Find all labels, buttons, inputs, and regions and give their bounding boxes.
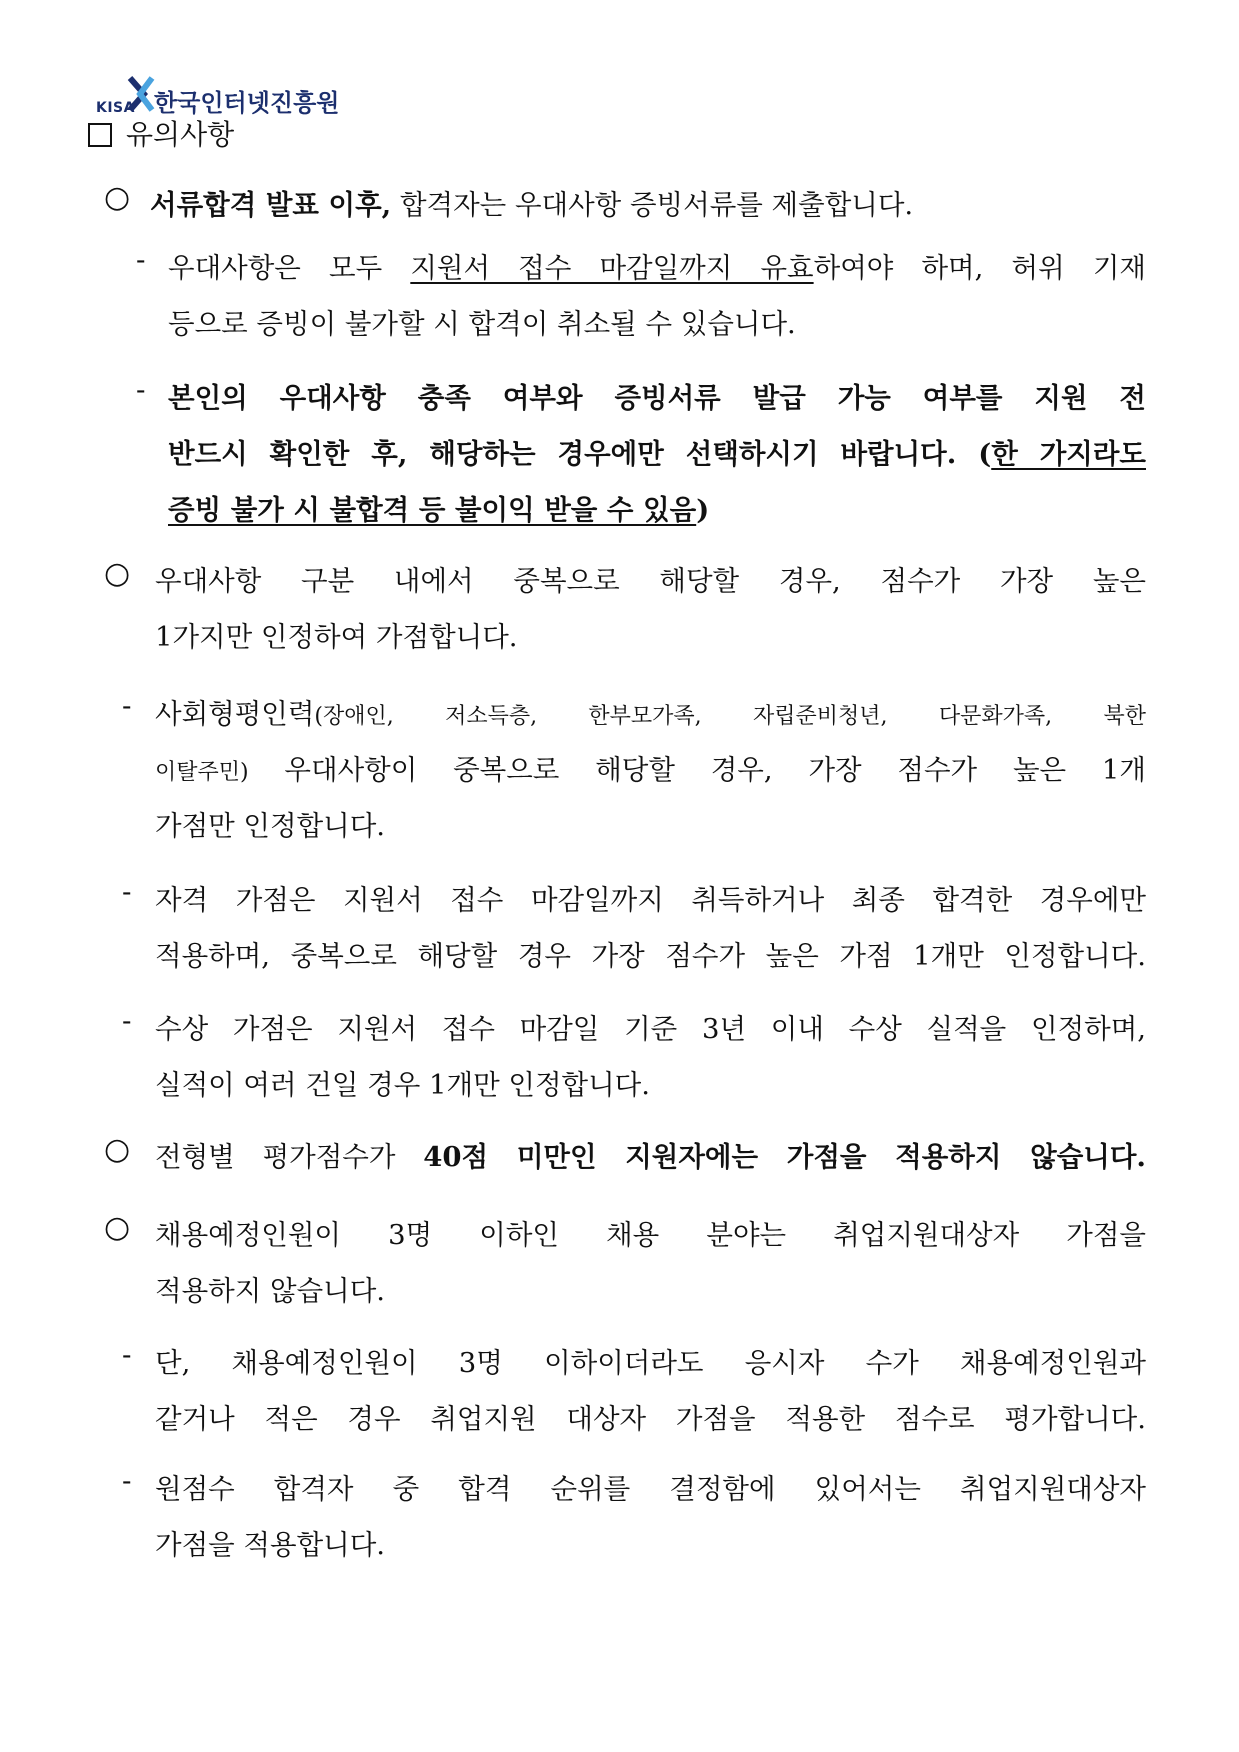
- s2-d2-line1: [155, 872, 1146, 928]
- s4-line2: 적용하지 않습니다.: [155, 1275, 386, 1307]
- s4-d1-line1: [155, 1335, 1146, 1391]
- s2-d1-small-a: (장애인, 저소득층, 한부모가족, 자립준비청년, 다문화가족, 북한: [314, 704, 1146, 729]
- s1-d2-line3: [168, 482, 709, 538]
- s4-text-1: 채용예정인원이 3명 이하인 채용 분야는 취업지원대상자 가점을: [155, 1219, 1146, 1251]
- s1-rest: 합격자는 우대사항 증빙서류를 제출합니다.: [391, 189, 914, 221]
- kisa-logo-mark: [96, 74, 156, 118]
- s4-d2-line2: 가점을 적용합니다.: [155, 1529, 386, 1561]
- s1-line: [150, 177, 913, 233]
- square-box-icon: [88, 123, 112, 147]
- s2-line2: 1가지만 인정하여 가점합니다.: [155, 621, 518, 653]
- kisa-logo: [96, 74, 339, 118]
- s2-d3-line2: 실적이 여러 건일 경우 1개만 인정합니다.: [155, 1069, 650, 1101]
- s4-d2-text-a: 원점수 합격자 중 합격 순위를 결정함에 있어서는 취업지원대상자: [155, 1473, 1146, 1505]
- s2-d3-text-a: 수상 가점은 지원서 접수 마감일 기준 3년 이내 수상 실적을 인정하며,: [155, 1013, 1146, 1045]
- s3-bold: 40점 미만인 지원자에는 가점을 적용하지 않습니다.: [423, 1141, 1146, 1173]
- circle-bullet-icon: ○: [104, 1210, 131, 1245]
- circle-bullet-icon: ○: [104, 1132, 131, 1167]
- s2-d1-line3: 가점만 인정합니다.: [155, 810, 386, 842]
- s1-d2-text-b: 반드시 확인한 후, 해당하는 경우에만 선택하시기 바랍니다. (: [168, 438, 992, 470]
- heading-text: 유의사항: [126, 118, 235, 151]
- s2-text-1: 우대사항 구분 내에서 중복으로 해당할 경우, 점수가 가장 높은: [155, 565, 1146, 597]
- logo-kisa-text: KISA: [96, 100, 135, 116]
- logo-chevron-icon: [126, 74, 156, 118]
- s2-d1-text-b: 우대사항이 중복으로 해당할 경우, 가장 점수가 높은 1개: [248, 754, 1146, 786]
- s4-d1-text-a: 단, 채용예정인원이 3명 이하이더라도 응시자 수가 채용예정인원과: [155, 1347, 1146, 1379]
- section-heading: [88, 117, 234, 153]
- s3-normal: 전형별 평가점수가: [155, 1141, 424, 1173]
- s3-line: [155, 1129, 1146, 1185]
- s1-d1-line1: [168, 240, 1146, 296]
- dash-marker: -: [122, 1464, 132, 1497]
- dash-marker: -: [122, 1004, 132, 1037]
- s4-d1-text-b: 같거나 적은 경우 취업지원 대상자 가점을 적용한 점수로 평가합니다.: [155, 1403, 1146, 1435]
- s1-d1-line2: 등으로 증빙이 불가할 시 합격이 취소될 수 있습니다.: [168, 308, 796, 340]
- s1-d2-line1: [168, 370, 1146, 426]
- dash-marker: -: [122, 875, 132, 908]
- logo-org-name: 한국인터넷진흥원: [154, 89, 340, 117]
- s2-d2-text-b: 적용하며, 중복으로 해당할 경우 가장 점수가 높은 가점 1개만 인정합니다.: [155, 940, 1146, 972]
- s1-d1-underlined: 지원서 접수 마감일까지 유효: [410, 252, 814, 284]
- s2-d2-line2: [155, 928, 1146, 984]
- dash-marker: -: [122, 1338, 132, 1371]
- s1-d2-text-a: 본인의 우대사항 충족 여부와 증빙서류 발급 가능 여부를 지원 전: [168, 382, 1146, 414]
- s1-bold: 서류합격 발표 이후,: [150, 189, 392, 221]
- s2-d1-line1: [155, 686, 1146, 745]
- s2-d1-line2: [155, 742, 1146, 801]
- s4-line1: [155, 1207, 1146, 1263]
- s2-d1-label: 사회형평인력: [155, 698, 315, 730]
- circle-bullet-icon: ○: [104, 180, 131, 215]
- s1-d2-underlined-b: 한 가지라도: [991, 438, 1146, 470]
- s1-d1-pre: 우대사항은 모두: [168, 252, 411, 284]
- s1-d2-underlined-c: 증빙 불가 시 불합격 등 불이익 받을 수 있음: [168, 494, 697, 526]
- s2-d1-small-b: 이탈주민): [155, 760, 249, 785]
- s2-d3-line1: [155, 1001, 1146, 1057]
- s2-d2-text-a: 자격 가점은 지원서 접수 마감일까지 취득하거나 최종 합격한 경우에만: [155, 884, 1146, 916]
- s1-d1-post: 하여야 하며, 허위 기재: [813, 252, 1146, 284]
- s4-d1-line2: [155, 1391, 1146, 1447]
- dash-marker: -: [122, 689, 132, 722]
- s1-d2-line2: [168, 426, 1146, 482]
- dash-marker: -: [136, 373, 146, 406]
- circle-bullet-icon: ○: [104, 556, 131, 591]
- s1-d2-close-paren: ): [696, 494, 710, 526]
- s2-line1: [155, 553, 1146, 609]
- dash-marker: -: [136, 243, 146, 276]
- s4-d2-line1: [155, 1461, 1146, 1517]
